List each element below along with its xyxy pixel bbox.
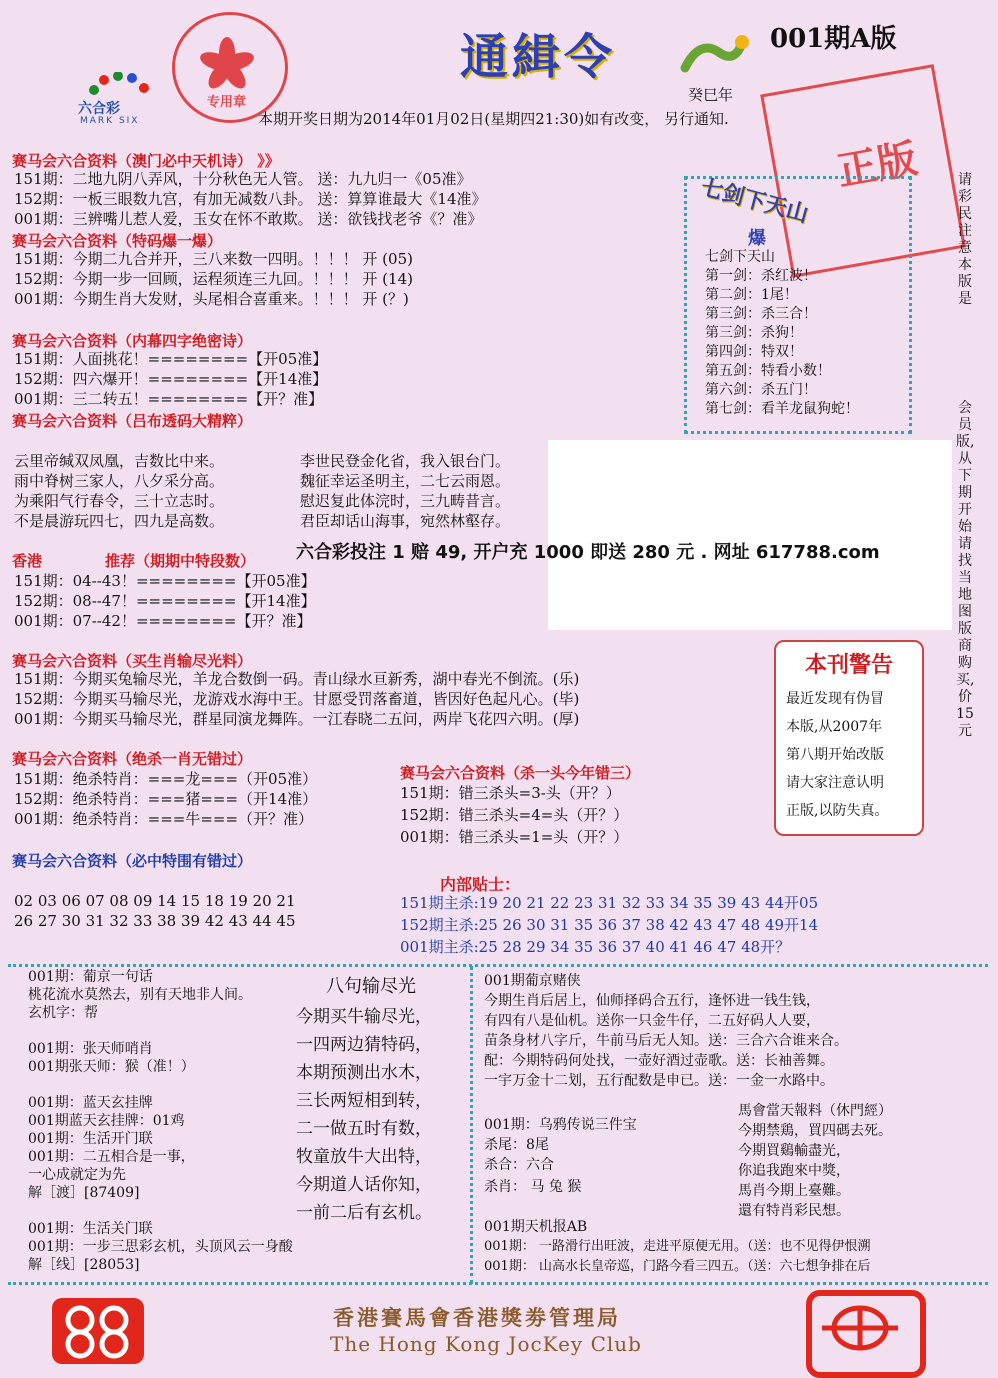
side-top-text: 请彩民注意本版是	[958, 172, 972, 307]
br-a-5: 配：今期特码何处找，一壶好酒过壶歌。送：长袖善舞。	[484, 1053, 834, 1069]
tips-line-1: 151期主杀:19 20 21 22 23 31 32 33 34 35 39 43 44开05	[400, 894, 819, 912]
sec8-line-1: 151期：错三杀头=3-头（开？）	[400, 784, 621, 802]
swords-title: 七剑下天山	[698, 174, 812, 228]
br-c-6: 還有特肖彩民想。	[738, 1203, 850, 1219]
sec4-title: 赛马会六合资料（吕布透码大精粹）	[12, 412, 253, 430]
sword-line-4: 第三剑：杀狗！	[705, 325, 803, 341]
side-bottom-text: 会员版,从下期开始请找当地图版商购买,价15元	[956, 400, 975, 739]
poem-line-6: 牧童放牛大出特，	[296, 1147, 432, 1167]
sec4-right-3: 慰迟复此体浣时，三九畴昔言。	[300, 492, 511, 510]
sec7-line-2: 152期：绝杀特肖：===猪===（开14准）	[14, 790, 318, 808]
sec2-title: 赛马会六合资料（特码爆一爆）	[12, 232, 223, 250]
tips-line-2: 152期主杀:25 26 30 31 35 36 37 38 42 43 47 48 49开14	[400, 916, 819, 934]
sec2-line-2: 152期：今期一步一回顾，运程须连三九回。！！！ 开 (14)	[14, 270, 413, 288]
sec8-line-3: 001期：错三杀头=1=头（开？）	[400, 828, 629, 846]
mark-six-logo	[76, 72, 176, 128]
bl-a-3: 玄机字：帮	[28, 1005, 98, 1021]
warning-box	[774, 640, 924, 836]
sec2-line-3: 001期：今期生肖大发财，头尾相合喜重来。！！！ 开 (？)	[14, 290, 409, 308]
br-c-3: 今期買鷄輸盡光，	[738, 1143, 850, 1159]
year-label: 癸巳年	[688, 86, 734, 104]
sec2-line-1: 151期：今期二九合并开，三八来数一四明。！！！ 开 (05)	[14, 250, 413, 268]
sword-line-0: 七剑下天山	[705, 249, 775, 265]
br-b-3: 杀合：六合	[484, 1157, 554, 1173]
sword-line-8: 第七剑：看羊龙鼠狗蛇！	[705, 401, 859, 417]
sec6-title: 赛马会六合资料（买生肖输尽光料）	[12, 652, 253, 670]
bl-d-2: 001期：一步三思彩玄机，头顶风云一身酸	[28, 1239, 293, 1255]
stamp-right-text: 正版	[833, 134, 921, 196]
warning-line-5: 正版,以防失真。	[786, 803, 889, 819]
sec8-title: 赛马会六合资料（杀一头今年错三）	[400, 764, 641, 782]
bl-c-3: 001期：生活开门联	[28, 1131, 153, 1147]
draw-notice: 本期开奖日期为2014年01月02日(星期四21:30)如有改变， 另行通知.	[258, 110, 729, 128]
warning-line-3: 第八期开始改版	[786, 747, 884, 763]
br-a-1: 001期葡京赌侠	[484, 973, 581, 989]
sec8-line-2: 152期：错三杀头=4=头（开？）	[400, 806, 629, 824]
bl-b-1: 001期：张天师哨肖	[28, 1041, 153, 1057]
sec5-line-1: 151期：04--43！========【开05准】	[14, 572, 316, 590]
sec6-line-2: 152期：今期买马输尽光，龙游戏水海中王。甘愿受罚落畜道，皆因好色起凡心。(毕)	[14, 690, 580, 708]
lottery-logo	[52, 1298, 144, 1364]
sec3-line-1: 151期：人面挑花！========【开05准】	[14, 350, 328, 368]
bl-d-1: 001期：生活关门联	[28, 1221, 153, 1237]
br-a-4: 苗条身材八字斤，牛前马后无人知。送：三合六合谁来合。	[484, 1033, 848, 1049]
poem-line-7: 今期道人话你知，	[296, 1175, 432, 1195]
sec1-line-1: 151期：二地九阴八弄风，十分秋色无人管。 送：九九归一《05准》	[14, 170, 472, 188]
sec4-left-4: 不是晨游玩四七，四九是高数。	[14, 512, 225, 530]
sword-line-6: 第五剑：特看小数！	[705, 363, 831, 379]
sec4-left-1: 云里帝缄双凤凰，吉数比中来。	[14, 452, 225, 470]
sec6-line-3: 001期：今期买马输尽光，群星同演龙舞阵。一江春晓二五问，两岸飞花四六明。(厚)	[14, 710, 580, 728]
sec9-title: 赛马会六合资料（必中特围有错过）	[12, 852, 253, 870]
sec3-line-2: 152期：四六爆开！========【开14准】	[14, 370, 328, 388]
bottom-vertical-divider	[470, 966, 473, 1284]
sword-line-2: 第二剑：1尾！	[705, 287, 798, 303]
sec7-title: 赛马会六合资料（绝杀一肖无错过）	[12, 750, 253, 768]
warning-line-4: 请大家注意认明	[786, 775, 884, 791]
sec4-left-3: 为乘阳气行春令，三十立志时。	[14, 492, 225, 510]
bl-a-2: 桃花流水莫然去，别有天地非人间。	[28, 987, 252, 1003]
br-d-3: 001期： 山高水长皇帝巡，门路今看三四五。（送：六七想争排在后	[484, 1259, 871, 1274]
sec4-right-1: 李世民登金化省，我入银台门。	[300, 452, 511, 470]
sec7-line-3: 001期：绝杀特肖：===牛===（开？准）	[14, 810, 314, 828]
poem-line-5: 二一做五时有数，	[296, 1119, 432, 1139]
bl-c-4: 001期：二五相合是一事，	[28, 1149, 195, 1165]
logo-text: 六合彩	[78, 101, 120, 117]
bl-b-2: 001期张天师：猴（准！）	[28, 1059, 195, 1075]
bl-d-3: 解［线］[28053]	[28, 1257, 140, 1273]
footer-divider	[8, 1282, 988, 1285]
sword-line-3: 第三剑：杀三合！	[705, 306, 817, 322]
br-c-1: 馬會當天報料（休門經）	[738, 1103, 892, 1119]
br-a-3: 有四有八是仙机。送你一只金牛仔，二五好码人人要，	[484, 1013, 820, 1029]
warning-line-2: 本版,从2007年	[786, 719, 883, 735]
bl-c-6: 解［渡］[87409]	[28, 1185, 140, 1201]
br-b-4: 杀肖： 马 兔 猴	[484, 1179, 582, 1195]
sword-line-1: 第一剑：杀红波！	[705, 268, 817, 284]
footer-en: The Hong Kong JocKey Club	[330, 1332, 642, 1356]
jockey-club-logo	[806, 1290, 926, 1378]
warning-title: 本刊警告	[804, 652, 893, 678]
sec4-left-2: 雨中脊树三家人，八夕采分高。	[14, 472, 225, 490]
sec6-line-1: 151期：今期买兔输尽光，羊龙合数倒一码。青山绿水亘新秀，湖中春光不倒流。(乐)	[14, 670, 580, 688]
stamp-left-text: 专用章	[207, 95, 247, 110]
swords-burst: 爆	[748, 228, 766, 249]
bl-c-5: 一心成就定为先	[28, 1167, 126, 1183]
lottery-logo-icon	[52, 1298, 144, 1364]
stamp-left	[172, 12, 288, 123]
bl-c-1: 001期：蓝天玄挂牌	[28, 1095, 153, 1111]
jockey-club-logo-icon	[812, 1296, 908, 1360]
poem-line-8: 一前二后有玄机。	[296, 1203, 432, 1223]
br-b-1: 001期：乌鸦传说三件宝	[484, 1117, 637, 1133]
logo-sub: MARK SIX	[80, 116, 140, 126]
sec7-line-1: 151期：绝杀特肖：===龙===（开05准）	[14, 770, 318, 788]
bl-c-2: 001期蓝天玄挂牌：01鸡	[28, 1113, 185, 1129]
bl-a-1: 001期：葡京一句话	[28, 969, 153, 985]
br-d-1: 001期天机报AB	[484, 1219, 588, 1235]
poem-line-4: 三长两短相到转，	[296, 1091, 432, 1111]
ad-white-box	[548, 440, 952, 630]
br-a-2: 今期生肖后居上，仙师择码合五行，逢怀进一钱生钱，	[484, 993, 820, 1009]
br-c-2: 今期禁鶏，買四碼去死。	[738, 1123, 892, 1139]
warning-line-1: 最近发现有伪冒	[786, 691, 884, 707]
footer-cn: 香港賽馬會香港獎劵管理局	[333, 1305, 621, 1330]
sec1-line-3: 001期：三辨嘴儿惹人爱，玉女在怀不敢欺。 送：欲钱找老爷《？准》	[14, 210, 483, 228]
sec5-line-3: 001期：07--42！========【开？准】	[14, 612, 312, 630]
page-title: 通緝令	[460, 29, 617, 85]
sword-line-5: 第四剑：特双！	[705, 344, 803, 360]
sec1-title: 赛马会六合资料（澳门必中天机诗） 》》	[12, 152, 280, 170]
sec3-title: 赛马会六合资料（内幕四字绝密诗）	[12, 332, 253, 350]
sec5-title-a: 香港	[12, 552, 43, 570]
br-c-4: 你追我跑來中獎，	[738, 1163, 850, 1179]
poem-line-3: 本期预测出水木，	[296, 1063, 432, 1083]
sec5-line-2: 152期：08--47！========【开14准】	[14, 592, 316, 610]
ad-text[interactable]: 六合彩投注 1 赔 49, 开户充 1000 即送 280 元 . 网址 617788.com	[296, 542, 880, 563]
tips-title: 内部贴士：	[440, 875, 521, 894]
sec9-line-2: 26 27 30 31 32 33 38 39 42 43 44 45	[14, 912, 296, 930]
sec5-title-b: 推荐（期期中特段数）	[105, 552, 256, 570]
sec4-right-2: 魏征幸运圣明主，二七云雨恩。	[300, 472, 511, 490]
tips-line-3: 001期主杀:25 28 29 34 35 36 37 40 41 46 47 48开？	[400, 938, 791, 956]
br-c-5: 馬肖今期上臺難。	[738, 1183, 850, 1199]
sec9-line-1: 02 03 06 07 08 09 14 15 18 19 20 21	[14, 892, 296, 910]
sec4-right-4: 君臣却话山海事，宛然林壑存。	[300, 512, 511, 530]
snake-icon	[680, 28, 750, 78]
sec3-line-3: 001期：三二转五！========【开？准】	[14, 390, 324, 408]
issue-label: 001期A版	[770, 24, 897, 54]
br-b-2: 杀尾：8尾	[484, 1137, 549, 1153]
poem-title: 八句输尽光	[326, 976, 416, 997]
br-d-2: 001期： 一路滑行出旺波，走进平原便无用。（送：也不见得伊恨溯	[484, 1239, 871, 1254]
br-a-6: 一宇万金十二划，五行配数是申已。送：一金一水路中。	[484, 1073, 834, 1089]
poem-line-1: 今期买牛输尽光，	[296, 1007, 432, 1027]
bottom-divider	[8, 964, 988, 967]
sec1-line-2: 152期：一板三眼数九宫，有加无减数八卦。 送：算算谁最大《14准》	[14, 190, 487, 208]
sword-line-7: 第六剑：杀五门！	[705, 382, 817, 398]
poem-line-2: 一四两边猜特码，	[296, 1035, 432, 1055]
